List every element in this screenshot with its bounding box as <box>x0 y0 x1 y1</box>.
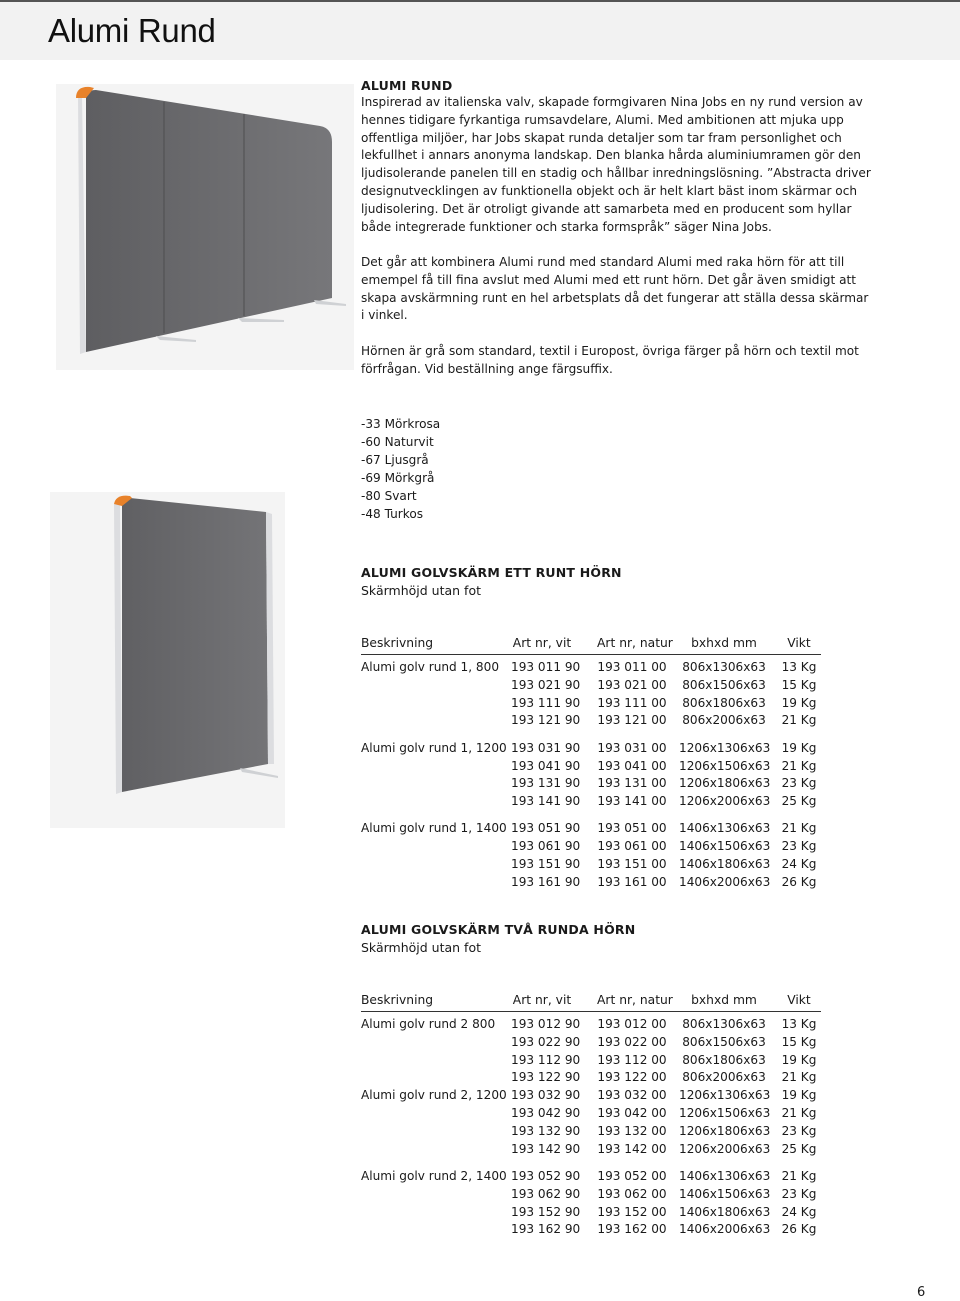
text-line: offentliga miljöer, har Jobs skapat runda detaljer som tar fram personlighet och <box>361 130 842 145</box>
table-row <box>361 794 821 812</box>
dimensions: 1206x2006x63 <box>679 1141 771 1156</box>
table-row <box>361 1088 821 1106</box>
art-nr-vit: 193 141 90 <box>511 794 581 809</box>
dimensions: 1206x1306x63 <box>679 1088 771 1103</box>
weight: 24 Kg <box>781 1204 817 1219</box>
table-row <box>361 857 821 875</box>
table-header-rule <box>361 1011 821 1012</box>
dimensions: 1406x1806x63 <box>679 1204 771 1219</box>
col-header-weight: Vikt <box>787 636 811 650</box>
section1-subheading: Skärmhöjd utan fot <box>361 583 481 598</box>
weight: 19 Kg <box>781 695 817 710</box>
art-nr-vit: 193 031 90 <box>511 740 581 755</box>
weight: 19 Kg <box>781 1088 817 1103</box>
col-header-description: Beskrivning <box>361 993 434 1007</box>
text-line: ljudisolerande panelen till en stadig och hållbar inredningslösning. ”Abstracta driver <box>361 166 871 181</box>
product-image-single-panel <box>50 492 285 828</box>
table-header-rule <box>361 654 821 655</box>
text-line: i vinkel. <box>361 308 408 323</box>
art-nr-natur: 193 011 00 <box>597 660 667 674</box>
weight: 19 Kg <box>781 1052 817 1067</box>
table-row <box>361 1222 821 1240</box>
color-option: -69 Mörkgrå <box>361 470 435 485</box>
weight: 21 Kg <box>781 821 817 836</box>
weight: 25 Kg <box>781 794 817 809</box>
text-line: Hörnen är grå som standard, textil i Europost, övriga färger på hörn och textil mot <box>361 344 859 358</box>
art-nr-vit: 193 022 90 <box>511 1034 581 1049</box>
weight: 13 Kg <box>781 1017 817 1031</box>
art-nr-natur: 193 162 00 <box>597 1222 667 1237</box>
dimensions: 1406x1306x63 <box>679 821 771 836</box>
text-line: Inspirerad av italienska valv, skapade formgivaren Nina Jobs en ny rund version av <box>361 95 863 109</box>
table-row <box>361 1124 821 1142</box>
art-nr-natur: 193 022 00 <box>597 1034 667 1049</box>
intro-heading: ALUMI RUND <box>361 78 453 93</box>
art-nr-natur: 193 142 00 <box>597 1141 667 1156</box>
art-nr-vit: 193 112 90 <box>511 1052 581 1067</box>
dimensions: 1406x1506x63 <box>679 839 771 854</box>
art-nr-natur: 193 012 00 <box>597 1017 667 1031</box>
text-line: både integrerade funktioner och starka formspråk” säger Nina Jobs. <box>361 219 772 234</box>
table-row <box>361 875 821 893</box>
art-nr-natur: 193 152 00 <box>597 1204 667 1219</box>
art-nr-vit: 193 032 90 <box>511 1088 581 1103</box>
dimensions: 806x1506x63 <box>682 1034 766 1049</box>
table-row <box>361 713 821 731</box>
dimensions: 1206x1306x63 <box>679 740 771 755</box>
weight: 25 Kg <box>781 1141 817 1156</box>
intro-paragraph-2 <box>361 254 881 325</box>
product-description: Alumi golv rund 2 800 <box>361 1017 496 1031</box>
art-nr-natur: 193 062 00 <box>597 1186 667 1201</box>
page-title: Alumi Rund <box>48 12 216 49</box>
art-nr-vit: 193 161 90 <box>511 874 581 889</box>
table-row <box>361 696 821 714</box>
product-description: Alumi golv rund 1, 800 <box>361 660 500 674</box>
dimensions: 1206x1506x63 <box>679 1106 771 1120</box>
art-nr-natur: 193 021 00 <box>597 677 667 692</box>
product-image-three-panels <box>56 84 354 370</box>
weight: 23 Kg <box>781 776 817 791</box>
art-nr-vit: 193 122 90 <box>511 1070 581 1085</box>
page-number: 6 <box>917 1285 926 1300</box>
text-line: designutvecklingen av funktionella objekt och är helt klart bäst inom skärmar och <box>361 183 858 198</box>
table-row <box>361 678 821 696</box>
dimensions: 1406x1806x63 <box>679 857 771 871</box>
col-header-art-vit: Art nr, vit <box>512 993 572 1007</box>
col-header-weight: Vikt <box>787 993 811 1007</box>
text-line: Det går att kombinera Alumi rund med standard Alumi med raka hörn för att till <box>361 255 845 269</box>
color-option: -60 Naturvit <box>361 434 434 449</box>
dimensions: 806x1306x63 <box>682 660 766 674</box>
weight: 24 Kg <box>781 857 817 871</box>
weight: 23 Kg <box>781 839 817 854</box>
weight: 26 Kg <box>781 874 817 889</box>
art-nr-vit: 193 152 90 <box>511 1204 581 1219</box>
art-nr-natur: 193 132 00 <box>597 1123 667 1138</box>
weight: 23 Kg <box>781 1123 817 1138</box>
product-description: Alumi golv rund 1, 1200 <box>361 740 507 755</box>
art-nr-vit: 193 111 90 <box>511 695 581 710</box>
art-nr-natur: 193 112 00 <box>597 1052 667 1067</box>
col-header-art-natur: Art nr, natur <box>597 993 673 1007</box>
art-nr-vit: 193 151 90 <box>511 857 581 871</box>
text-line: lekfullhet i annars anonyma landskap. Den blanka hårda aluminiumramen gör den <box>361 148 861 163</box>
art-nr-natur: 193 051 00 <box>597 821 667 836</box>
col-header-art-natur: Art nr, natur <box>597 636 673 650</box>
art-nr-natur: 193 031 00 <box>597 740 667 755</box>
art-nr-natur: 193 041 00 <box>597 758 667 773</box>
table-row <box>361 1106 821 1124</box>
color-suffix-list <box>361 416 440 523</box>
art-nr-natur: 193 121 00 <box>597 713 667 728</box>
table-row <box>361 1070 821 1088</box>
table-row <box>361 741 821 759</box>
color-option: -48 Turkos <box>361 506 424 521</box>
dimensions: 806x2006x63 <box>682 713 766 728</box>
dimensions: 1406x2006x63 <box>679 874 771 889</box>
product-description: Alumi golv rund 2, 1400 <box>361 1168 507 1183</box>
screen-illustration-single <box>50 492 285 828</box>
dimensions: 806x1806x63 <box>682 1052 766 1067</box>
dimensions: 1206x1506x63 <box>679 758 771 773</box>
table-row <box>361 759 821 777</box>
section1-table <box>361 636 821 889</box>
section2-heading: ALUMI GOLVSKÄRM TVÅ RUNDA HÖRN <box>361 922 636 937</box>
art-nr-natur: 193 042 00 <box>597 1106 667 1120</box>
weight: 23 Kg <box>781 1186 817 1201</box>
dimensions: 1206x2006x63 <box>679 794 771 809</box>
section2-subheading: Skärmhöjd utan fot <box>361 940 481 955</box>
art-nr-vit: 193 041 90 <box>511 758 581 773</box>
col-header-dimensions: bxhxd mm <box>691 636 757 650</box>
table-row <box>361 821 821 839</box>
dimensions: 1406x2006x63 <box>679 1222 771 1237</box>
table-row <box>361 1187 821 1205</box>
art-nr-vit: 193 121 90 <box>511 713 581 728</box>
col-header-art-vit: Art nr, vit <box>512 636 572 650</box>
section1-heading: ALUMI GOLVSKÄRM ETT RUNT HÖRN <box>361 565 622 580</box>
weight: 21 Kg <box>781 1106 817 1120</box>
dimensions: 806x1306x63 <box>682 1017 766 1031</box>
art-nr-vit: 193 052 90 <box>511 1168 581 1183</box>
text-line: hennes tidigare fyrkantiga rumsavdelare, Alumi. Med ambitionen att mjuka upp <box>361 112 844 127</box>
weight: 13 Kg <box>781 660 817 674</box>
screen-illustration-multi <box>56 84 354 370</box>
weight: 19 Kg <box>781 740 817 755</box>
table-row <box>361 660 821 678</box>
art-nr-vit: 193 051 90 <box>511 821 581 836</box>
dimensions: 806x1806x63 <box>682 695 766 710</box>
art-nr-vit: 193 011 90 <box>511 660 581 674</box>
art-nr-natur: 193 122 00 <box>597 1070 667 1085</box>
dimensions: 806x2006x63 <box>682 1070 766 1085</box>
art-nr-vit: 193 021 90 <box>511 677 581 692</box>
product-description: Alumi golv rund 2, 1200 <box>361 1088 507 1103</box>
color-option: -67 Ljusgrå <box>361 452 429 467</box>
table-header-row <box>361 993 821 1011</box>
weight: 21 Kg <box>781 1168 817 1183</box>
product-description: Alumi golv rund 1, 1400 <box>361 821 507 836</box>
intro-paragraph-1 <box>361 94 881 236</box>
art-nr-vit: 193 162 90 <box>511 1222 581 1237</box>
table-header-row <box>361 636 821 654</box>
dimensions: 1206x1806x63 <box>679 1123 771 1138</box>
dimensions: 1406x1306x63 <box>679 1168 771 1183</box>
table-row <box>361 1035 821 1053</box>
art-nr-vit: 193 012 90 <box>511 1017 581 1031</box>
art-nr-vit: 193 142 90 <box>511 1141 581 1156</box>
section2-table <box>361 993 821 1237</box>
art-nr-natur: 193 161 00 <box>597 874 667 889</box>
table-row <box>361 1169 821 1187</box>
art-nr-natur: 193 032 00 <box>597 1088 667 1103</box>
text-line: ljudisolering. Det är otroligt givande att samarbeta med en producent som hyllar <box>361 201 852 216</box>
col-header-dimensions: bxhxd mm <box>691 993 757 1007</box>
col-header-description: Beskrivning <box>361 636 434 650</box>
art-nr-natur: 193 111 00 <box>597 695 667 710</box>
color-option: -80 Svart <box>361 488 417 503</box>
table-row <box>361 1205 821 1223</box>
intro-paragraph-3 <box>361 343 881 379</box>
art-nr-vit: 193 042 90 <box>511 1106 581 1120</box>
text-line: skapa avskärmning runt en hel arbetsplats då det fungerar att ställa dessa skärmar <box>361 290 869 305</box>
dimensions: 806x1506x63 <box>682 677 766 692</box>
weight: 21 Kg <box>781 713 817 728</box>
weight: 15 Kg <box>781 1034 817 1049</box>
text-line: emempel få till fina avslut med Alumi med ett runt hörn. Det går även smidigt att <box>361 272 856 287</box>
dimensions: 1406x1506x63 <box>679 1186 771 1201</box>
table-row <box>361 1142 821 1160</box>
table-row <box>361 1017 821 1035</box>
table-row <box>361 1053 821 1071</box>
art-nr-vit: 193 132 90 <box>511 1123 581 1138</box>
dimensions: 1206x1806x63 <box>679 776 771 791</box>
table-row <box>361 776 821 794</box>
color-option: -33 Mörkrosa <box>361 417 441 431</box>
weight: 21 Kg <box>781 1070 817 1085</box>
art-nr-natur: 193 061 00 <box>597 839 667 854</box>
art-nr-natur: 193 052 00 <box>597 1168 667 1183</box>
art-nr-natur: 193 141 00 <box>597 794 667 809</box>
text-line: förfrågan. Vid beställning ange färgsuffix. <box>361 361 613 376</box>
art-nr-vit: 193 062 90 <box>511 1186 581 1201</box>
weight: 26 Kg <box>781 1222 817 1237</box>
weight: 15 Kg <box>781 677 817 692</box>
art-nr-natur: 193 151 00 <box>597 857 667 871</box>
weight: 21 Kg <box>781 758 817 773</box>
art-nr-vit: 193 061 90 <box>511 839 581 854</box>
art-nr-natur: 193 131 00 <box>597 776 667 791</box>
art-nr-vit: 193 131 90 <box>511 776 581 791</box>
table-row <box>361 839 821 857</box>
